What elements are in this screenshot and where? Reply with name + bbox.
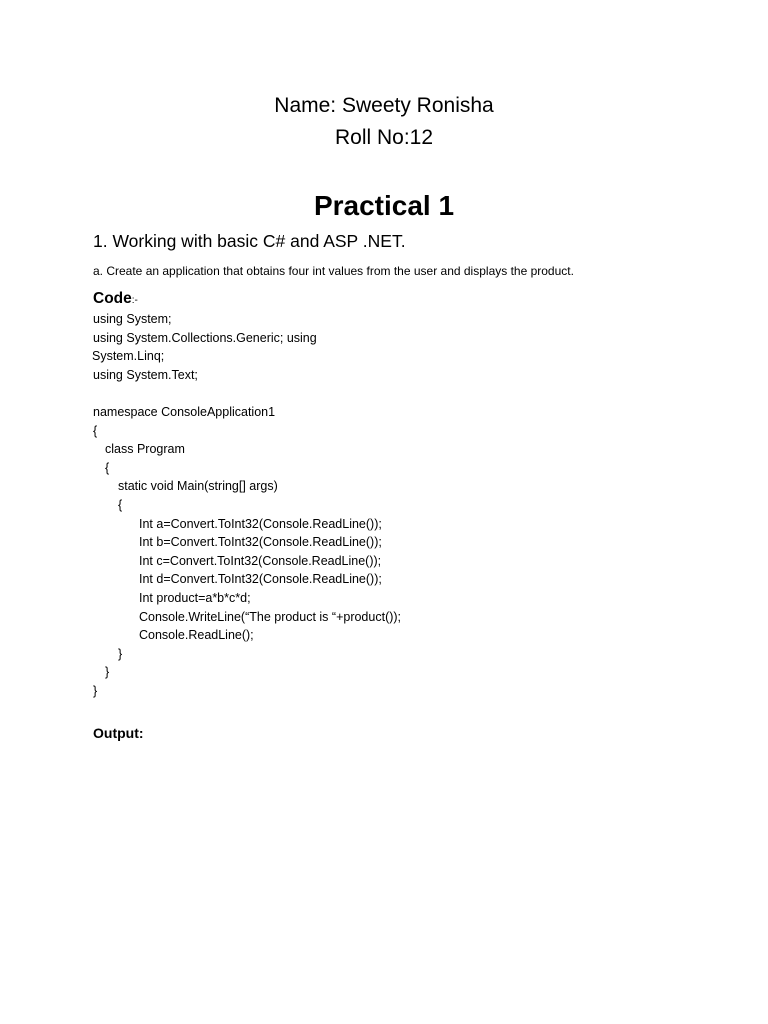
roll-number: Roll No:12 [334, 126, 434, 149]
code-line: { [105, 460, 110, 475]
code-line: Console.WriteLine(“The product is “+product()); [139, 609, 402, 624]
code-line: } [105, 665, 110, 680]
code-heading-suffix: :- [131, 295, 138, 306]
code-block [93, 310, 693, 700]
student-name: Name: Sweety Ronisha [274, 94, 494, 117]
code-line: using System; [93, 312, 172, 326]
practical-title: Practical 1 [313, 190, 455, 221]
code-line: System.Linq; [92, 349, 165, 364]
code-heading [93, 288, 138, 312]
code-line: using System.Text; [93, 367, 198, 382]
code-line: Int c=Convert.ToInt32(Console.ReadLine()); [139, 553, 382, 568]
code-line: { [118, 497, 123, 512]
code-heading-text: Code [93, 290, 132, 307]
task-description: a. Create an application that obtains four int values from the user and displays the product. [93, 264, 574, 278]
output-heading: Output: [93, 725, 144, 741]
code-line: using System.Collections.Generic; using [93, 330, 317, 345]
code-line: { [93, 423, 98, 438]
code-line: class Program [105, 442, 185, 457]
code-line: Console.ReadLine(); [139, 628, 254, 643]
code-line: static void Main(string[] args) [118, 479, 278, 494]
code-line [93, 384, 693, 403]
section-heading: 1. Working with basic C# and ASP .NET. [93, 231, 406, 251]
code-line: Int d=Convert.ToInt32(Console.ReadLine()); [139, 572, 382, 587]
code-line: Int product=a*b*c*d; [139, 590, 251, 605]
code-line: } [93, 683, 98, 698]
code-line: namespace ConsoleApplication1 [93, 404, 276, 419]
code-line: Int a=Convert.ToInt32(Console.ReadLine()); [139, 516, 382, 531]
code-line: Int b=Convert.ToInt32(Console.ReadLine()); [139, 535, 382, 550]
code-line: } [118, 646, 123, 661]
